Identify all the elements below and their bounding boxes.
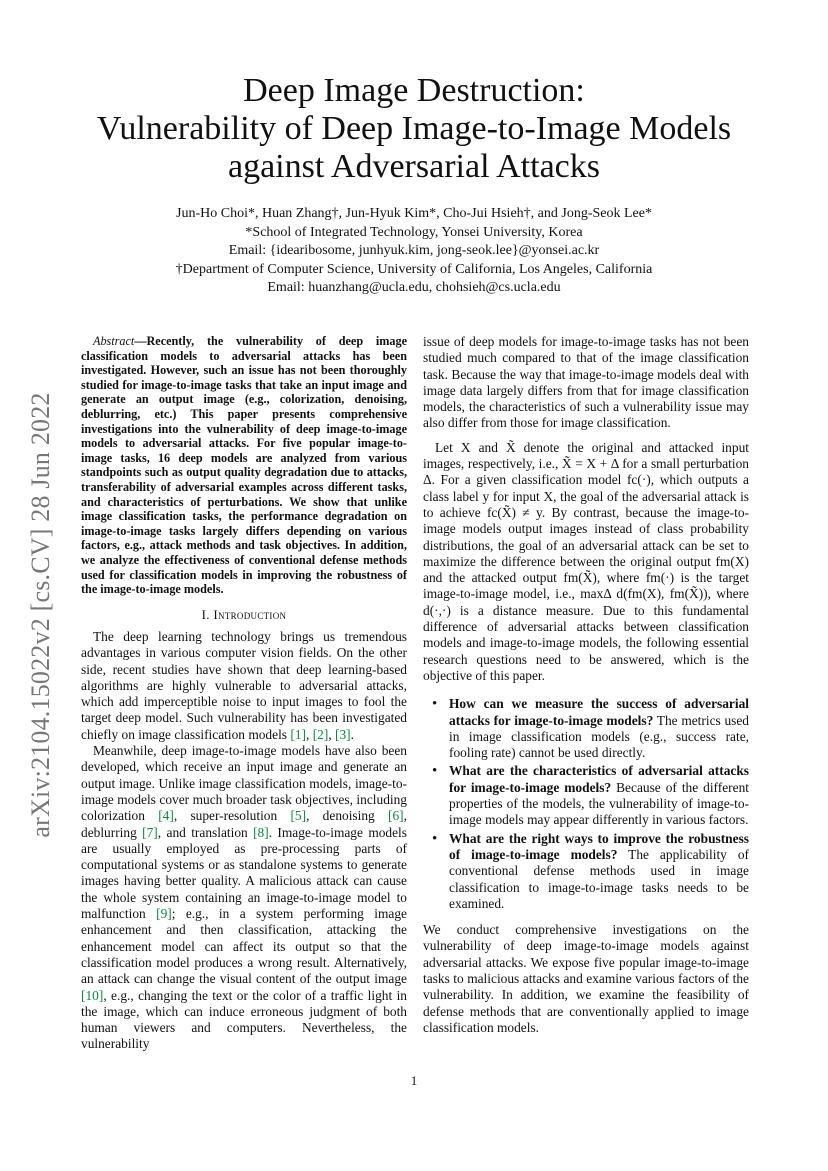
list-item [449,763,749,828]
section-heading-introduction: I. Introduction [201,606,287,622]
affiliation-ucla: †Department of Computer Science, University of California, Los Angeles, California [175,261,653,277]
intro-paragraph-5: We conduct comprehensive investigations on the vulnerability of deep image-to-image models against adversarial attacks. We expose five popular image-to-image tasks to malicious attacks and examine various factors of the vulnerability. In addition, we examine the feasibility of defense methods that are conventionally applied to image classification models. [423,922,749,1035]
intro-paragraph-4: Let X and X̃ denote the original and attacked input images, respectively, i.e., X̃ = X + Δ for a small perturbation Δ. For a given classification model fc(·), which outputs a class label y for input X, the goal of the adversarial attack is to achieve fc(X̃) ≠ y. By contrast, because the image-to-image models output images instead of class probability distributions, the goal of an adversarial attack can be set to maximize the difference between the original output fm(X) and the attacked output fm(X̃), where fm(·) is the target image-to-image model, i.e., maxΔ d(fm(X), fm(X̃)), where d(·,·) is a distance measure. Due to this fundamental difference of adversarial attacks between classification models and image-to-image models, the following essential research questions need to be answered, which is the objective of this paper. [423,439,749,683]
citation-link[interactable]: [10] [81,987,104,1003]
question-text: What are the characteristics of adversarial attacks for image-to-image models? [449,763,749,795]
paragraph-text: , and translation [157,824,254,840]
title-line: Vulnerability of Deep Image-to-Image Models [96,110,732,147]
left-column [81,334,407,1053]
right-column [423,334,749,1036]
arxiv-stamp-text: arXiv:2104.15022v2 [cs.CV] 28 Jun 2022 [26,392,55,838]
citation-link[interactable]: [2] [312,726,329,742]
citation-link[interactable]: [9] [156,906,172,922]
question-detail: The applicability of conventional defense methods used in image classification to image-to-image tasks needs to be examined. [449,846,749,911]
question-text: What are the right ways to improve the robustness of image-to-image models? [449,830,749,862]
citation-link[interactable]: [4] [158,808,174,824]
citation-link[interactable]: [3] [335,726,351,742]
title-line: Deep Image Destruction: [243,72,585,109]
paragraph-text: ; e.g., in a system performing image enhancement and then classification, attacking the enhancement model can affect its output so that the classification model produces a wrong result. Alternatively, an attack can change the visual content of the output image [81,906,407,987]
list-item [449,696,749,761]
email-ucla: Email: huanzhang@ucla.edu, chohsieh@cs.ucla.edu [267,280,561,295]
intro-paragraph-2 [81,743,407,1053]
intro-paragraph-3: issue of deep models for image-to-image tasks has not been studied much compared to that of the image classification task. Because the way that image-to-image models deal with image data largely differs from that for image classification models, the characteristics of such a vulnerability issue may also differ from those for image classification. [423,334,749,431]
citation-link[interactable]: [5] [290,808,307,824]
list-item [449,831,749,912]
question-text: How can we measure the success of adversarial attacks for image-to-image models? [449,696,749,728]
research-questions-list [423,696,749,912]
citation-link[interactable]: [6] [388,808,404,824]
paper-title [60,72,768,186]
citation-link[interactable]: [1] [290,726,306,742]
paragraph-text: , denoising [306,808,389,824]
arxiv-stamp [19,370,63,860]
abstract-body: —Recently, the vulnerability of deep image classification models to adversarial attacks has been investigated. However, such an issue has not been thoroughly studied for image-to-image tasks that take an input image and generate an output image (e.g., colorization, denoising, deblurring, etc.) This paper presents comprehensive investigations into the vulnerability of deep image-to-image models to adversarial attacks. For five popular image-to-image tasks, 16 deep models are analyzed from various standpoints such as output quality degradation due to attacks, transferability of adversarial examples across different tasks, and characteristics of perturbations. We show that unlike image classification tasks, the performance degradation on image-to-image tasks largely differs depending on various factors, e.g., attack methods and task objectives. In addition, we analyze the effectiveness of conventional defense methods used for classification models in improving the robustness of the image-to-image models. [81,334,407,597]
paragraph-text: , e.g., changing the text or the color of a traffic light in the image, which can induce erroneous judgment of both human viewers and computers. Nevertheless, the vulnerability [81,987,407,1052]
paragraph-text: Meanwhile, deep image-to-image models have also been developed, which receive an input image and generate an output image. Unlike image classification models, image-to-image models cover much broader task objectives, including colorization [81,743,407,824]
paragraph-text: , super-resolution [173,808,291,824]
citation-link[interactable]: [7] [142,824,158,840]
page-number: 1 [410,1073,418,1088]
abstract [81,334,407,597]
intro-paragraph-1: The deep learning technology brings us tremendous advantages in various computer vision fields. On the other side, recent studies have shown that deep learning-based algorithms are highly vulnerable to adversarial attacks, which add imperceptible noise to input images to fool the target deep model. Such vulnerability has been investigated chiefly on image classification models [1], [2], [3]. [81,628,407,742]
affiliation-yonsei: *School of Integrated Technology, Yonsei University, Korea [245,224,583,240]
author-names: Jun-Ho Choi*, Huan Zhang†, Jun-Hyuk Kim*, Cho-Jui Hsieh†, and Jong-Seok Lee* [176,206,652,221]
citation-link[interactable]: [8] [253,824,269,840]
title-line: against Adversarial Attacks [227,148,600,185]
email-yonsei: Email: {idearibosome, junhyuk.kim, jong-seok.lee}@yonsei.ac.kr [228,243,600,258]
question-detail: Because of the different properties of the models, the vulnerability of image-to-image models may appear differently in various factors. [449,779,749,828]
paragraph-text: The deep learning technology brings us tremendous advantages in various computer vision fields. On the other side, recent studies have shown that deep learning-based algorithms are highly vulnerable to adversarial attacks, which add imperceptible noise to input images to fool the target deep model. Such vulnerability has been investigated chiefly on image classification models [81,628,407,742]
paragraph-text: . Image-to-image models are usually employed as pre-processing parts of computational systems or as standalone systems to generate images having better quality. A malicious attack can cause the whole system containing an image-to-image model to malfunction [81,824,407,922]
author-block [60,205,768,298]
abstract-lead: Abstract [93,334,135,348]
question-detail: The metrics used in image classification models (e.g., success rate, fooling rate) cannot be used directly. [449,712,749,761]
paragraph-text: , deblurring [81,808,407,840]
